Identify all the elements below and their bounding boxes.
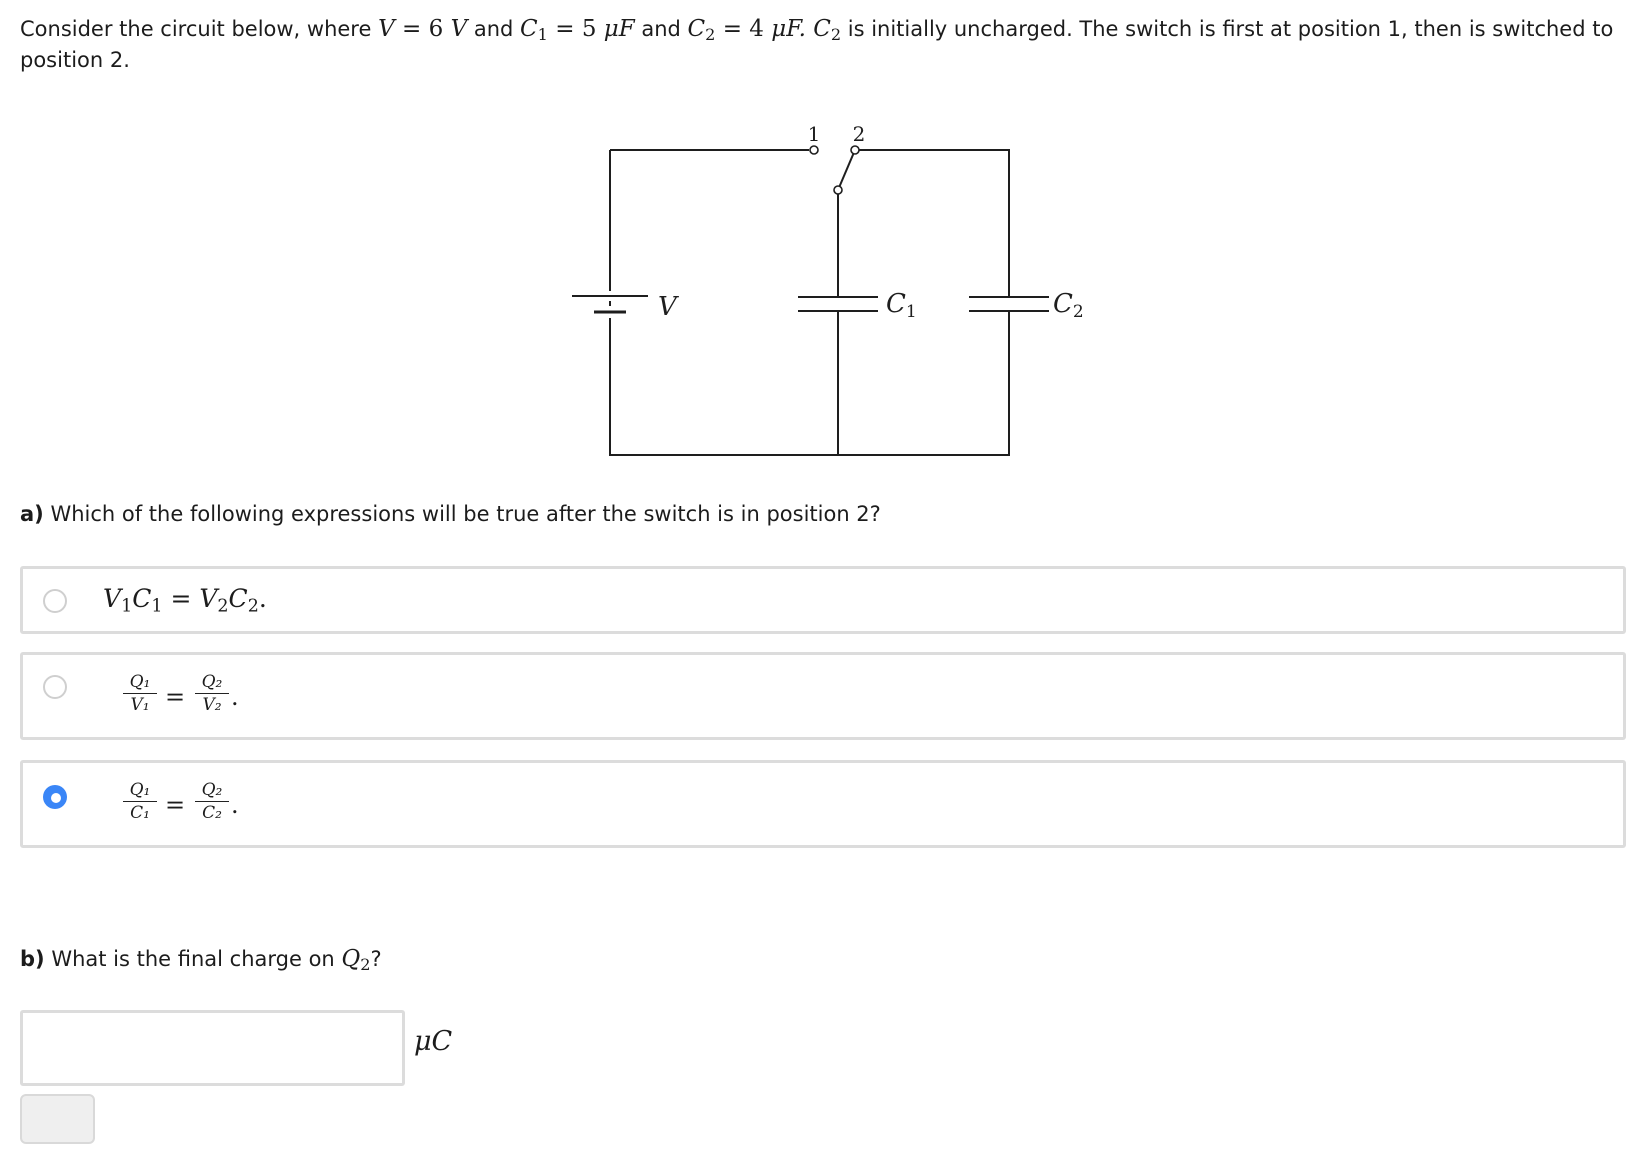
switch-label-2: 2 <box>852 122 866 146</box>
c2-label: C2 <box>1053 289 1084 322</box>
option-1[interactable] <box>20 566 1626 634</box>
option-2-right-fraction: $\frac{\text{Q₂}}{\text{V₂}}$ <box>195 672 229 715</box>
question-a <box>20 502 881 526</box>
voltage-expression: V = 6 V <box>378 16 468 42</box>
question-b-label: b) <box>20 947 45 971</box>
c1-label: C1 <box>886 289 917 322</box>
option-1-expression: $V_1C_1 = V_2C_2$. <box>103 584 267 617</box>
problem-statement: Consider the circuit below, where V = 6 V and $C_1 = 5$ μF and $C_2 = 4$ μF. $C_2$ is initially uncharged. The switch is first at position 1, then is switched to position 2. <box>20 16 1614 72</box>
option-3-left-fraction: $\frac{\text{Q₁}}{\text{C₁}}$ <box>123 780 157 823</box>
submit-button[interactable] <box>20 1094 95 1144</box>
switch-contact-1 <box>810 146 818 154</box>
switch-pivot <box>834 186 842 194</box>
switch-blade <box>838 150 855 190</box>
question-a-label: a) <box>20 502 44 526</box>
option-2[interactable] <box>20 652 1626 740</box>
option-3[interactable] <box>20 760 1626 848</box>
q2-symbol: $Q_2$ <box>341 946 371 975</box>
option-2-equals: = <box>165 683 186 711</box>
intro-text: Consider the circuit below, where <box>20 17 379 41</box>
option-2-period: . <box>231 683 239 711</box>
option-3-right-fraction: $\frac{\text{Q₂}}{\text{C₂}}$ <box>195 780 229 823</box>
option-2-radio[interactable] <box>43 675 67 699</box>
answer-unit: μC <box>414 1026 453 1057</box>
question-b-text: What is the final charge on <box>44 947 342 971</box>
switch-contact-2 <box>851 146 859 154</box>
question-b: b) What is the final charge on $Q_2$? <box>20 946 382 975</box>
option-2-left-fraction: $\frac{\text{Q₁}}{\text{V₁}}$ <box>123 672 157 715</box>
c2-expression: $C_2 = 4$ μF. $C_2$ <box>687 16 842 45</box>
option-3-equals: = <box>165 791 186 819</box>
circuit-diagram <box>0 0 1652 480</box>
switch-label-1: 1 <box>807 122 821 146</box>
battery-label: V <box>658 292 677 322</box>
c1-expression: $C_1 = 5$ μF <box>520 16 635 45</box>
answer-input[interactable] <box>20 1010 405 1086</box>
option-3-radio-selected[interactable] <box>43 785 67 809</box>
question-a-text: Which of the following expressions will be true after the switch is in position 2? <box>43 502 881 526</box>
option-3-period: . <box>231 791 239 819</box>
option-1-radio[interactable] <box>43 589 67 613</box>
